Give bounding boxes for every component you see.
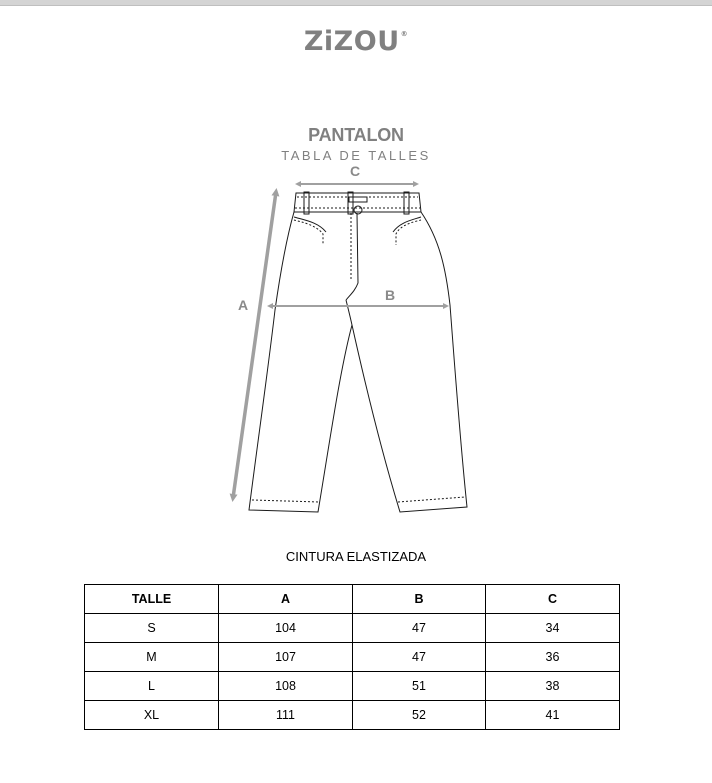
table-header-row: [85, 585, 620, 614]
size-table: [84, 584, 620, 730]
dimension-label-a: A: [238, 297, 249, 313]
table-cell: 47: [353, 614, 486, 643]
page-subtitle: TABLA DE TALLES: [281, 148, 431, 163]
table-cell: XL: [85, 701, 219, 730]
table-cell: 104: [219, 614, 353, 643]
table-cell: 41: [486, 701, 620, 730]
table-cell: 108: [219, 672, 353, 701]
dimension-label-c: C: [350, 163, 361, 179]
table-row: [85, 701, 620, 730]
page-title: PANTALON: [308, 125, 404, 145]
table-row: [85, 614, 620, 643]
brand-logo: ZiZOU®: [303, 26, 409, 57]
table-row: [85, 672, 620, 701]
table-cell: 107: [219, 643, 353, 672]
header-cell: TALLE: [85, 585, 219, 614]
table-cell: 34: [486, 614, 620, 643]
table-cell: L: [85, 672, 219, 701]
table-cell: 51: [353, 672, 486, 701]
table-cell: 52: [353, 701, 486, 730]
measure-line-a: [233, 192, 276, 498]
pants-outline: [249, 192, 467, 512]
table-cell: 36: [486, 643, 620, 672]
waist-note: CINTURA ELASTIZADA: [285, 549, 427, 564]
table-cell: 38: [486, 672, 620, 701]
table-cell: S: [85, 614, 219, 643]
table-cell: 47: [353, 643, 486, 672]
dimension-label-b: B: [385, 287, 396, 303]
table-cell: M: [85, 643, 219, 672]
table-cell: 111: [219, 701, 353, 730]
header-cell: A: [219, 585, 353, 614]
header-cell: C: [486, 585, 620, 614]
table-row: [85, 643, 620, 672]
header-cell: B: [353, 585, 486, 614]
